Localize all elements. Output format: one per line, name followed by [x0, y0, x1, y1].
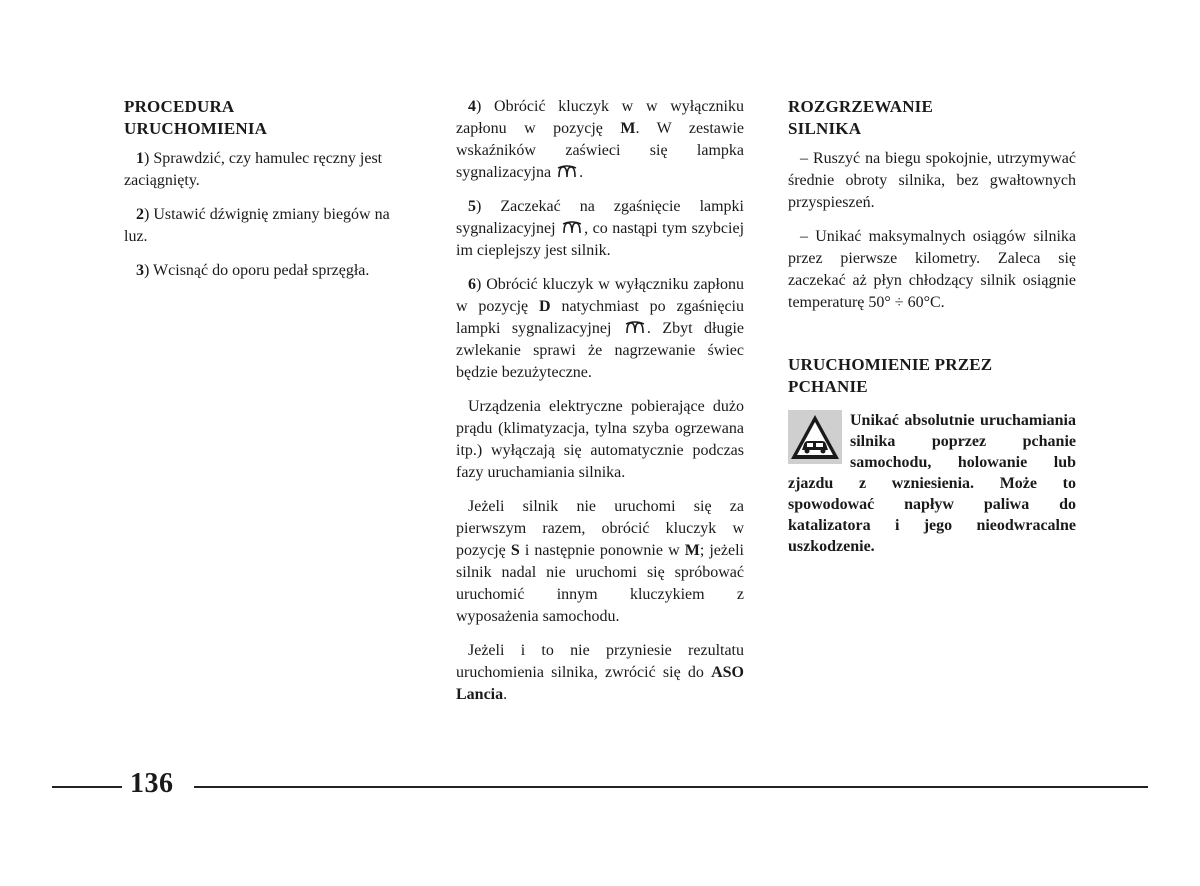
step-4: 4) Obrócić kluczyk w w wyłączniku zapłonu w pozycję M. W zestawie wskaźników zaświeci się lampka sygnalizacyjna . [456, 98, 745, 181]
glow-plug-icon [625, 321, 645, 335]
paragraph-drive-calmly: – Ruszyć na biegu spokojnie, utrzymywać średnie obroty silnika, bez gwałtownych przyspieszeń. [788, 150, 1076, 211]
step-1: 1) Sprawdzić, czy hamulec ręczny jest zaciągnięty. [124, 150, 383, 189]
paragraph-electrical-devices: Urządzenia elektryczne pobierające dużo prądu (klimatyzacja, tylna szyba ogrzewana itp.) wyłączają się automatycznie podczas fazy uruchamiania silnika. [456, 398, 744, 481]
step-6: 6) Obrócić kluczyk w wyłączniku zapłonu w pozycję D natychmiast po zgaśnięciu lampki sygnalizacyjnej . Zbyt długie zwlekanie sprawi że nagrzewanie świec będzie bezużyteczne. [456, 276, 744, 381]
step-3: 3) Wcisnąć do oporu pedał sprzęgła. [136, 262, 370, 279]
warning-box [788, 410, 1076, 557]
warning-text: Unikać absolutnie uruchamiania silnika poprzez pchanie samochodu, holowanie lub zjazdu z wzniesienia. Może to spowodować napływ paliwa do katalizatora i jego nieodwracalne uszkodzenie. [788, 412, 1076, 555]
column-procedure-continued [456, 96, 744, 718]
step-5: 5) Zaczekać na zgaśnięcie lampki sygnalizacyjnej , co nastąpi tym szybciej im cieplejszy jest silnik. [456, 198, 745, 259]
column-starting-procedure [124, 96, 416, 294]
step-2: 2) Ustawić dźwignię zmiany biegów na luz. [124, 206, 390, 245]
glow-plug-icon [562, 221, 582, 235]
paragraph-retry: Jeżeli silnik nie uruchomi się za pierwszym razem, obrócić kluczyk w pozycję S i następnie ponownie w M; jeżeli silnik nadal nie uruchomi się spróbować uruchomić innym kluczykiem z wyposażenia samochodu. [456, 498, 745, 625]
paragraph-avoid-max-performance: – Unikać maksymalnych osiągów silnika przez pierwsze kilometry. Zaleca się zaczekać aż płyn chłodzący silnik osiągnie temperaturę 50° ÷ 60°C. [788, 228, 1076, 311]
paragraph-contact-service: Jeżeli i to nie przyniesie rezultatu uruchomienia silnika, zwrócić się do ASO Lancia. [456, 642, 744, 703]
heading-push-start: URUCHOMIENIE PRZEZ PCHANIE [788, 355, 993, 396]
footer-rule-right [194, 786, 1148, 788]
heading-engine-warmup: ROZGRZEWANIE SILNIKA [788, 97, 934, 138]
footer-rule-left [52, 786, 122, 788]
page-number: 136 [130, 768, 174, 799]
glow-plug-icon [557, 165, 577, 179]
heading-starting-procedure: PROCEDURA URUCHOMIENIA [124, 97, 268, 138]
column-warmup [788, 96, 1076, 557]
car-warning-triangle-icon [788, 410, 842, 464]
